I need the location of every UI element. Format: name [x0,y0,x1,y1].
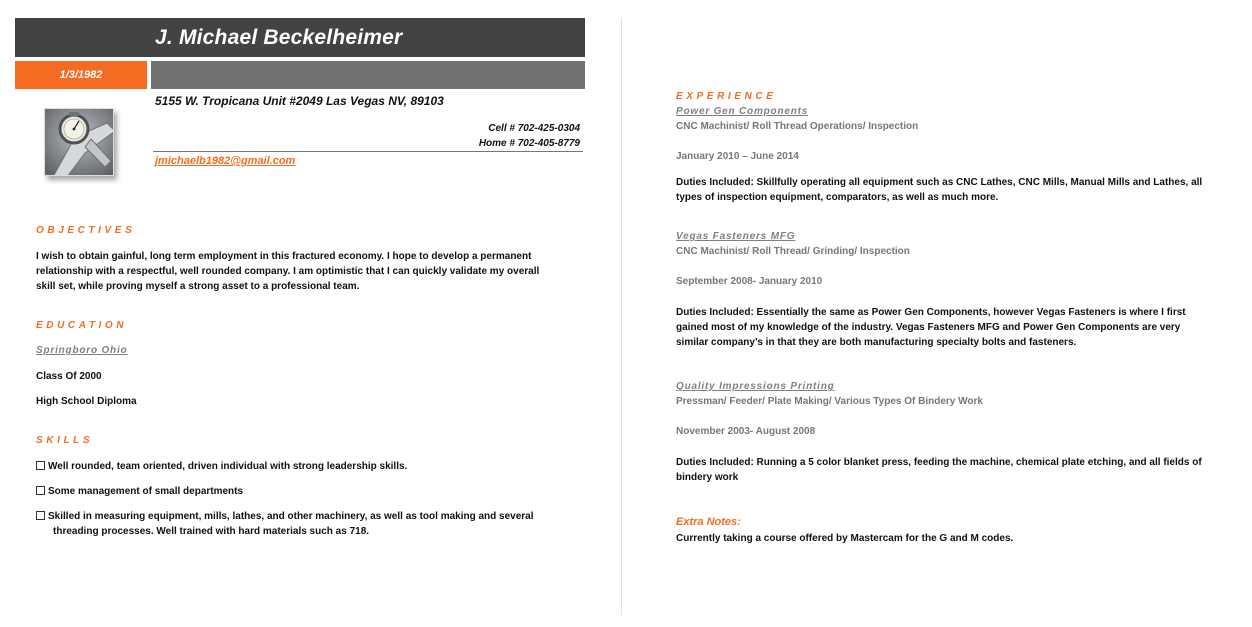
skills-heading: SKILLS [36,435,94,446]
skill-item [36,484,243,499]
cell-phone: Cell # 702-425-0304 [488,123,580,134]
home-phone: Home # 702-405-8779 [478,138,580,149]
experience-heading: EXPERIENCE [676,91,777,102]
objectives-text [36,249,539,294]
caliper-photo [44,108,114,176]
education-heading: EDUCATION [36,320,128,331]
objectives-heading: OBJECTIVES [36,225,136,236]
header-accent-bar [151,61,585,89]
duties-line: bindery work [676,472,739,483]
address: 5155 W. Tropicana Unit #2049 Las Vegas NV, 89103 [155,94,444,108]
job-duties [676,455,1202,485]
job-company: Power Gen Components [676,106,809,117]
duties-line: Duties Included: Essentially the same as Power Gen Components, however Vegas Fasteners is where I first [676,307,1186,318]
extra-notes-heading: Extra Notes: [676,516,741,528]
date-of-birth: 1/3/1982 [59,69,103,81]
checkbox-icon [36,461,45,470]
skill-text: Well rounded, team oriented, driven individual with strong leadership skills. [48,461,408,472]
checkbox-icon [36,486,45,495]
job-dates: November 2003- August 2008 [676,426,816,437]
extra-notes-text: Currently taking a course offered by Mastercam for the G and M codes. [676,533,1014,544]
job-dates: September 2008- January 2010 [676,276,823,287]
education-place: Springboro Ohio [36,345,128,356]
skill-item [36,459,407,474]
class-of: Class Of 2000 [36,371,102,382]
skill-text: Some management of small departments [48,486,244,497]
diploma: High School Diploma [36,396,137,407]
objectives-line: relationship with a respectful, well rounded company. I am optimistic that I can quickly validate my overall [36,266,540,277]
job-company: Vegas Fasteners MFG [676,231,796,242]
dob-banner [15,61,147,89]
job-role: CNC Machinist/ Roll Thread Operations/ Inspection [676,121,919,132]
checkbox-icon [36,511,45,520]
duties-line: types of inspection equipment, comparators, as well as much more. [676,192,999,203]
contact-divider [153,151,583,152]
job-role: Pressman/ Feeder/ Plate Making/ Various Types Of Bindery Work [676,396,983,407]
name-banner [15,18,585,57]
job-company: Quality Impressions Printing [676,381,835,392]
skill-item [36,509,534,539]
job-dates: January 2010 – June 2014 [676,151,799,162]
email-link[interactable]: jmichaelb1982@gmail.com [155,155,296,167]
page-divider [621,18,622,615]
duties-line: Duties Included: Skillfully operating all equipment such as CNC Lathes, CNC Mills, Manual Mills and Lathes, all [676,177,1203,188]
job-role: CNC Machinist/ Roll Thread/ Grinding/ Inspection [676,246,910,257]
objectives-line: I wish to obtain gainful, long term employment in this fractured economy. I hope to develop a permanent [36,251,532,262]
applicant-name: J. Michael Beckelheimer [155,26,403,49]
skill-text-continued: threading processes. Well trained with hard materials such as 718. [53,526,370,537]
skill-text: Skilled in measuring equipment, mills, lathes, and other machinery, as well as tool making and several [48,511,534,522]
job-duties [676,175,1202,205]
caliper-icon [45,109,114,176]
duties-line: similar company’s in that they are both manufacturing specialty bolts and fasteners. [676,337,1077,348]
objectives-line: skill set, while proving myself a strong asset to a professional team. [36,281,360,292]
duties-line: gained most of my knowledge of the industry. Vegas Fasteners MFG and Power Gen Components are very [676,322,1181,333]
job-duties [676,305,1186,350]
duties-line: Duties Included: Running a 5 color blanket press, feeding the machine, chemical plate etching, and all fields of [676,457,1202,468]
